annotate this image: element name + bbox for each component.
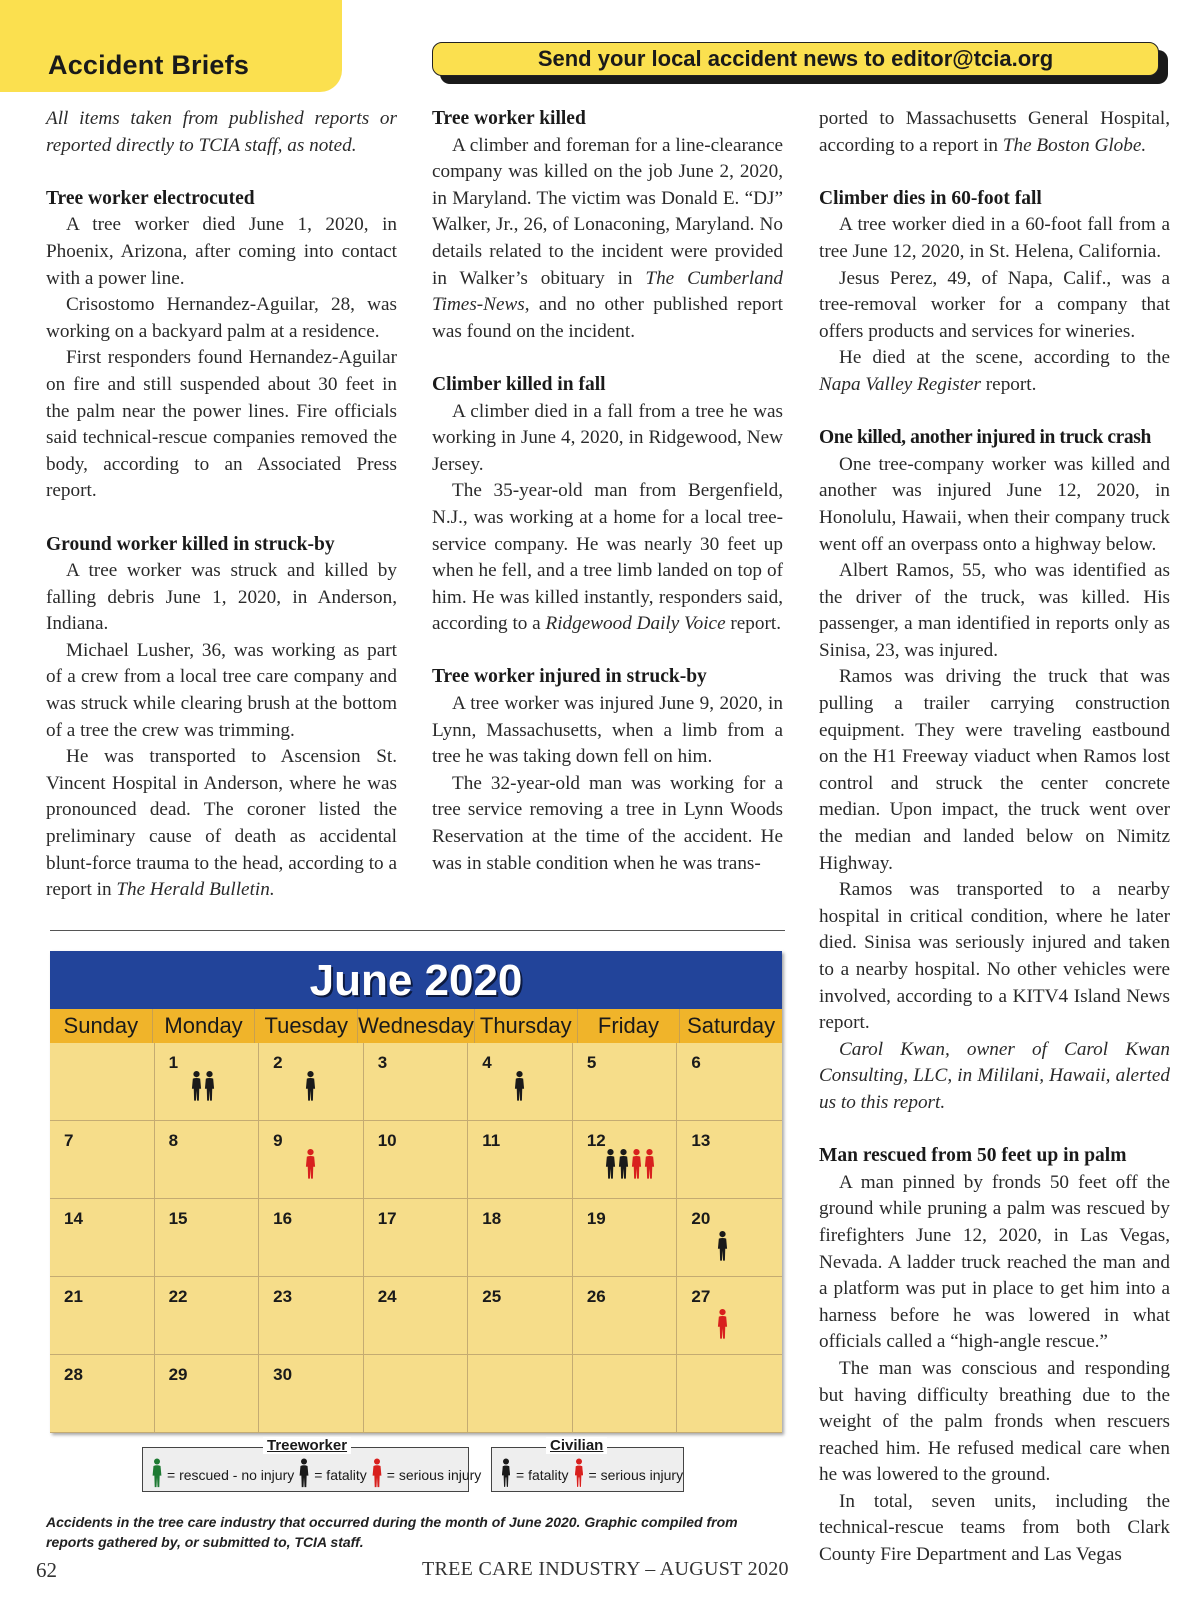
- article-paragraph: Ramos was transported to a nearby hospital in critical condition, where he later died. Sinisa was seriously injured and taken to a nearby hospital. No other vehicles were involved, according to a KITV4 Island News report.: [819, 879, 1170, 1034]
- calendar-day-cell: [573, 1121, 678, 1199]
- calendar-day-cell: [155, 1277, 260, 1355]
- article-paragraph: He was transported to Ascension St. Vincent Hospital in Anderson, where he was pronounced dead. The coroner listed the preliminary cause of death as accidental blunt-force trauma to the head, according to a report in The Herald Bulletin.: [46, 746, 397, 901]
- weekday-label: Thursday: [475, 1009, 578, 1043]
- article-paragraph: Albert Ramos, 55, who was identified as the driver of the truck, was killed. His passenger, a man identified in reports only as Sinisa, 23, was injured.: [819, 560, 1170, 661]
- calendar-day-cell: [573, 1199, 678, 1277]
- day-number: 20: [691, 1209, 711, 1228]
- section-title: Accident Briefs: [48, 50, 250, 80]
- calendar-day-cell: [50, 1043, 155, 1121]
- legend-title: Civilian: [546, 1437, 607, 1454]
- weekday-header: [50, 1009, 782, 1043]
- calendar-grid: [50, 1043, 782, 1433]
- fatality-figure-icon: [191, 1069, 202, 1103]
- calendar-day-cell: [573, 1355, 678, 1433]
- injury-figure-icon: [573, 1458, 585, 1491]
- column-3: [819, 106, 1170, 1569]
- article-title: Tree worker electrocuted: [46, 187, 255, 209]
- day-number: 26: [586, 1287, 606, 1306]
- day-number: 22: [168, 1287, 188, 1306]
- article-paragraph: A climber died in a fall from a tree he was working in June 4, 2020, in Ridgewood, New Jersey.: [432, 400, 783, 475]
- article-paragraph: Carol Kwan, owner of Carol Kwan Consulting, LLC, in Mililani, Hawaii, alerted us to this report.: [819, 1038, 1170, 1113]
- article-paragraph: The 32-year-old man was working for a tree service removing a tree in Lynn Woods Reservation at the time of the accident. He was in stable condition when he was trans-: [432, 772, 783, 874]
- article-title: Tree worker injured in struck-by: [432, 666, 707, 688]
- article-paragraph: The 35-year-old man from Bergenfield, N.J., was working at a home for a local tree-service company. He was nearly 30 feet up when he fell, and a tree limb landed on top of him. He was killed instantly, responders said, according to a Ridgewood Daily Voice report.: [432, 480, 783, 635]
- weekday-label: Saturday: [687, 1013, 776, 1038]
- intro-note: All items taken from published reports or reported directly to TCIA staff, as noted.: [46, 108, 397, 156]
- day-number: 16: [273, 1209, 293, 1228]
- calendar-day-cell: [259, 1043, 364, 1121]
- calendar-title: June 2020: [50, 951, 782, 1009]
- article-title: Tree worker killed: [432, 108, 586, 129]
- article-paragraph: A tree worker was struck and killed by falling debris June 1, 2020, in Anderson, Indiana.: [46, 560, 397, 635]
- article-paragraph: ported to Massachusetts General Hospital, according to a report in The Boston Globe.: [819, 108, 1170, 156]
- publication-footer: TREE CARE INDUSTRY – AUGUST 2020: [422, 1558, 789, 1580]
- calendar-day-cell: [677, 1121, 782, 1199]
- article-paragraph: A tree worker was injured June 9, 2020, in Lynn, Massachusetts, when a limb from a tree he was taking down fell on him.: [432, 693, 783, 768]
- calendar-day-cell: [677, 1199, 782, 1277]
- day-number: 7: [64, 1131, 74, 1150]
- legend-title: Treeworker: [263, 1437, 351, 1454]
- legend-label: = serious injury: [588, 1466, 684, 1483]
- day-number: 13: [691, 1131, 711, 1150]
- fatality-figure-icon: [618, 1147, 629, 1181]
- article-paragraph: Crisostomo Hernandez-Aguilar, 28, was working on a backyard palm at a residence.: [46, 294, 397, 342]
- calendar-day-cell: [155, 1121, 260, 1199]
- article-paragraph: A climber and foreman for a line-clearance company was killed on the job June 2, 2020, in Maryland. The victim was Donald E. “DJ” Walker, Jr., 26, of Lonaconing, Maryland. No details related to the incident were provided in Walker’s obituary in The Cumberland Times-News, and no other published report was found on the incident.: [432, 134, 784, 342]
- day-number: 12: [586, 1131, 606, 1150]
- day-number: 14: [64, 1209, 83, 1228]
- article-title: Climber killed in fall: [432, 373, 606, 395]
- article-paragraph: One tree-company worker was killed and another was injured June 12, 2020, in Honolulu, Hawaii, when their company truck went off an overpass onto a highway below.: [819, 453, 1170, 555]
- calendar-day-cell: [364, 1199, 469, 1277]
- article-title: Man rescued from 50 feet up in palm: [819, 1145, 1127, 1167]
- legend-label: = fatality: [516, 1466, 569, 1483]
- calendar-day-cell: [50, 1121, 155, 1199]
- calendar-day-cell: [677, 1355, 782, 1433]
- calendar-day-cell: [155, 1355, 260, 1433]
- day-number: 10: [377, 1131, 397, 1150]
- day-number: 3: [377, 1053, 388, 1072]
- article-paragraph: Michael Lusher, 36, was working as part of a crew from a local tree care company and was struck while clearing brush at the bottom of a tree the crew was trimming.: [46, 639, 397, 741]
- calendar-day-cell: [259, 1199, 364, 1277]
- day-number: 11: [482, 1131, 501, 1150]
- day-number: 17: [377, 1209, 397, 1228]
- calendar-day-cell: [259, 1277, 364, 1355]
- day-number: 21: [64, 1287, 83, 1306]
- calendar-day-cell: [677, 1043, 782, 1121]
- weekday-label: Friday: [578, 1009, 681, 1043]
- divider: [50, 930, 785, 931]
- calendar-day-cell: [364, 1121, 469, 1199]
- calendar-day-cell: [468, 1355, 573, 1433]
- day-number: 27: [691, 1287, 711, 1306]
- article-paragraph: In total, seven units, including the technical-rescue teams from both Clark County Fire Department and Las Vegas: [819, 1490, 1170, 1566]
- fatality-figure-icon: [500, 1458, 512, 1491]
- injury-figure-icon: [631, 1147, 642, 1181]
- weekday-label: Tuesday: [255, 1009, 358, 1043]
- fatality-figure-icon: [305, 1069, 316, 1103]
- publication-name: The Herald Bulletin.: [116, 879, 275, 901]
- page-number: 62: [36, 1558, 57, 1582]
- calendar-day-cell: [364, 1355, 469, 1433]
- day-number: 24: [377, 1287, 397, 1306]
- day-number: 9: [273, 1131, 283, 1150]
- day-number: 29: [168, 1365, 188, 1384]
- day-number: 4: [482, 1053, 492, 1072]
- article-paragraph: A tree worker died in a 60-foot fall from a tree June 12, 2020, in St. Helena, California.: [819, 214, 1170, 262]
- calendar-day-cell: [468, 1043, 573, 1121]
- fatality-figure-icon: [514, 1069, 525, 1103]
- submit-news-banner: Send your local accident news to editor@tcia.org: [432, 42, 1159, 76]
- article-paragraph: He died at the scene, according to the Napa Valley Register report.: [819, 347, 1170, 395]
- day-number: 25: [482, 1287, 502, 1306]
- publication-name: Ridgewood Daily Voice: [545, 613, 726, 635]
- day-number: 28: [64, 1365, 83, 1384]
- weekday-label: Sunday: [50, 1009, 153, 1043]
- article-paragraph: Ramos was driving the truck that was pulling a trailer carrying construction equipment. They were traveling eastbound on the H1 Freeway viaduct when Ramos lost control and struck the center concrete median. Upon impact, the truck went over the median and landed below on Nimitz Highway.: [819, 666, 1170, 874]
- calendar-day-cell: [50, 1277, 155, 1355]
- fatality-figure-icon: [605, 1147, 616, 1181]
- article-paragraph: First responders found Hernandez-Aguilar on fire and still suspended about 30 feet in the palm near the power lines. Fire officials said technical-rescue companies removed the body, according to an Associated Press report.: [46, 347, 397, 502]
- calendar-day-cell: [259, 1355, 364, 1433]
- legend-civilian: [491, 1437, 684, 1492]
- calendar-day-cell: [364, 1043, 469, 1121]
- injury-figure-icon: [305, 1147, 316, 1181]
- day-number: 15: [168, 1209, 188, 1228]
- calendar-day-cell: [573, 1277, 678, 1355]
- calendar-day-cell: [677, 1277, 782, 1355]
- day-number: 1: [168, 1053, 179, 1072]
- article-paragraph: A tree worker died June 1, 2020, in Phoenix, Arizona, after coming into contact with a power line.: [46, 214, 397, 289]
- rescued-figure-icon: [151, 1458, 163, 1491]
- calendar-day-cell: [259, 1121, 364, 1199]
- figure-caption: Accidents in the tree care industry that occurred during the month of June 2020. Graphic compiled from reports gathered by, or submitted to, TCIA staff.: [46, 1514, 738, 1550]
- fatality-figure-icon: [298, 1458, 310, 1491]
- day-number: 8: [168, 1131, 179, 1150]
- fatality-figure-icon: [717, 1229, 728, 1263]
- day-number: 30: [273, 1365, 293, 1384]
- injury-figure-icon: [371, 1458, 383, 1491]
- day-number: 5: [586, 1053, 597, 1072]
- weekday-label: Monday: [153, 1009, 256, 1043]
- weekday-label: Wednesday: [358, 1009, 475, 1043]
- article-title: Climber dies in 60-foot fall: [819, 187, 1042, 209]
- calendar-day-cell: [573, 1043, 678, 1121]
- publication-name: Napa Valley Register: [819, 373, 981, 395]
- accident-calendar: [50, 951, 782, 1433]
- section-tab: [0, 0, 342, 92]
- day-number: 2: [273, 1053, 283, 1072]
- calendar-day-cell: [468, 1277, 573, 1355]
- article-paragraph: Jesus Perez, 49, of Napa, Calif., was a tree-removal worker for a company that offers products and services for wineries.: [819, 267, 1170, 342]
- injury-figure-icon: [644, 1147, 655, 1181]
- injury-figure-icon: [717, 1307, 728, 1341]
- day-number: 23: [273, 1287, 293, 1306]
- column-2: [432, 106, 783, 877]
- legend-label: = fatality: [314, 1466, 367, 1483]
- calendar-day-cell: [155, 1043, 260, 1121]
- legend-treeworker: [142, 1437, 482, 1492]
- calendar-day-cell: [50, 1355, 155, 1433]
- calendar-day-cell: [50, 1199, 155, 1277]
- publication-name: The Cumberland Times-News: [432, 267, 784, 316]
- day-number: 19: [586, 1209, 606, 1228]
- article-paragraph: A man pinned by fronds 50 feet off the ground while pruning a palm was rescued by firefighters June 12, 2020, in Las Vegas, Nevada. A ladder truck reached the man and a platform was put in place to get him into a harness before he was lowered in what officials called a “high-angle rescue.”: [819, 1171, 1170, 1353]
- article-title: Ground worker killed in struck-by: [46, 533, 335, 555]
- article-paragraph: The man was conscious and responding but having difficulty breathing due to the weight of the palm fronds when rescuers reached him. He refused medical care when he was lowered to the ground.: [819, 1357, 1170, 1486]
- calendar-day-cell: [155, 1199, 260, 1277]
- day-number: 18: [482, 1209, 502, 1228]
- day-number: 6: [691, 1053, 701, 1072]
- legend-label: = rescued - no injury: [167, 1466, 295, 1483]
- fatality-figure-icon: [204, 1069, 215, 1103]
- calendar-day-cell: [468, 1199, 573, 1277]
- publication-name: The Boston Globe.: [1002, 134, 1147, 156]
- column-1: [46, 106, 397, 904]
- legend-label: = serious injury: [386, 1466, 482, 1483]
- calendar-day-cell: [468, 1121, 573, 1199]
- calendar-day-cell: [364, 1277, 469, 1355]
- article-title: One killed, another injured in truck crash: [819, 427, 1151, 449]
